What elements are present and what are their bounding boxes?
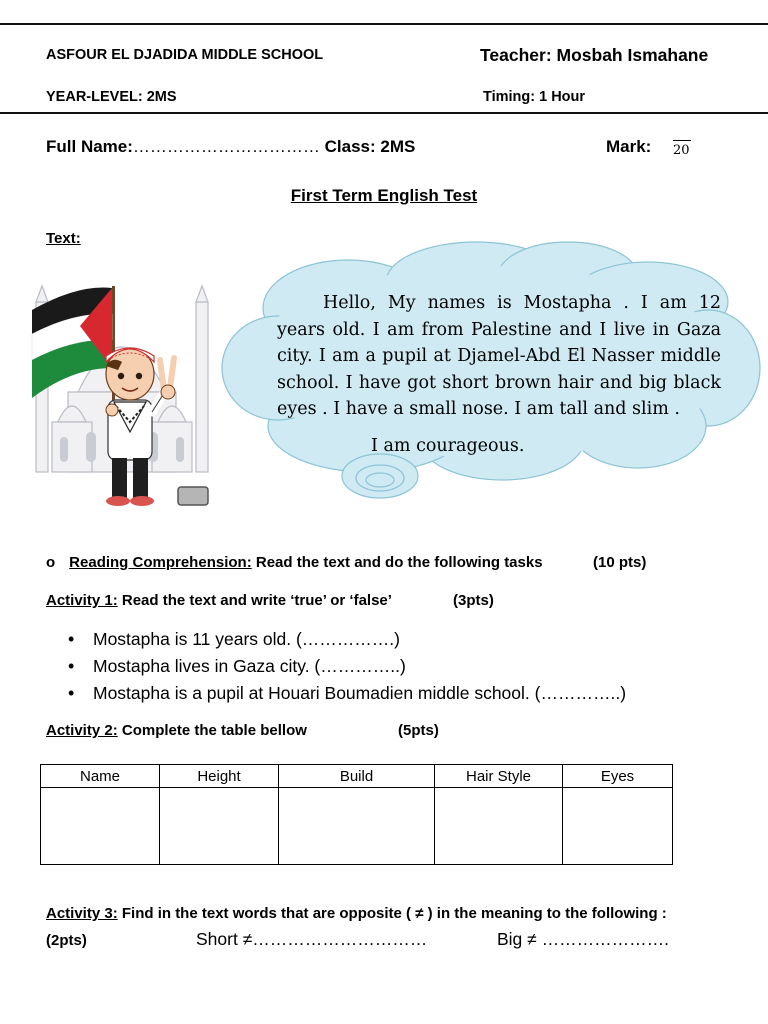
header-bottom-rule xyxy=(0,112,768,114)
col-height-header: Height xyxy=(160,765,279,788)
name-cell[interactable] xyxy=(41,788,160,865)
activity1-points: (3pts) xyxy=(453,592,494,609)
activity3-heading xyxy=(46,905,667,922)
class-label: Class: 2MS xyxy=(324,137,416,156)
table-row xyxy=(41,788,673,865)
short-opposite: Short ≠………………………… xyxy=(196,929,428,949)
activity1-instruction: Read the text and write ‘true’ or ‘false’ xyxy=(117,592,392,609)
hollow-bullet: o xyxy=(46,554,56,571)
hair-style-cell[interactable] xyxy=(435,788,563,865)
list-item: • Mostapha is 11 years old. (…………….) xyxy=(46,626,626,653)
col-eyes-header: Eyes xyxy=(563,765,673,788)
activity2-label: Activity 2: xyxy=(46,722,118,739)
reading-points: (10 pts) xyxy=(593,554,647,571)
cloud-paragraph: Hello, My names is Mostapha . I am 12 years old. I am from Palestine and I live in Gaza city. I am a pupil at Djamel-Abd El Nasser middle school. I have got short brown hair and big black eyes . I have a small nose. I am tall and slim . xyxy=(277,293,721,419)
height-cell[interactable] xyxy=(160,788,279,865)
list-item: • Mostapha is a pupil at Houari Boumadien middle school. (…………..) xyxy=(46,680,626,707)
boy-with-flag-illustration xyxy=(28,282,214,514)
activity2-heading xyxy=(46,722,307,739)
col-name-header: Name xyxy=(41,765,160,788)
cloud-last-line: I am courageous. xyxy=(371,436,525,456)
table-header-row xyxy=(41,765,673,788)
list-item: • Mostapha lives in Gaza city. (…………..) xyxy=(46,653,626,680)
full-name-label: Full Name: xyxy=(46,137,133,156)
activity3-points: (2pts) xyxy=(46,932,87,949)
school-name: ASFOUR EL DJADIDA MIDDLE SCHOOL xyxy=(46,47,324,63)
reading-instruction: Read the text and do the following tasks xyxy=(251,554,543,571)
col-build-header: Build xyxy=(279,765,435,788)
col-hair-style-header: Hair Style xyxy=(435,765,563,788)
fraction-bar xyxy=(673,140,691,141)
full-name-dots: …………………………… xyxy=(132,137,320,156)
teacher-name: Teacher: Mosbah Ismahane xyxy=(480,45,709,65)
reading-section-heading xyxy=(46,554,543,571)
student-line xyxy=(46,137,415,157)
activity1-label: Activity 1: xyxy=(46,592,118,609)
page-title: First Term English Test xyxy=(290,186,478,205)
activity2-instruction: Complete the table bellow xyxy=(117,722,307,739)
big-opposite: Big ≠ …………………. xyxy=(497,929,669,949)
activity2-points: (5pts) xyxy=(398,722,439,739)
text-label: Text: xyxy=(46,230,81,247)
description-table xyxy=(40,764,673,865)
reading-label: Reading Comprehension: xyxy=(69,554,252,571)
eyes-cell[interactable] xyxy=(563,788,673,865)
mark-label: Mark: xyxy=(606,137,652,156)
year-level: YEAR-LEVEL: 2MS xyxy=(46,89,177,105)
activity3-instruction: Find in the text words that are opposite ( ≠ ) in the meaning to the following : xyxy=(117,905,667,922)
mark-fraction xyxy=(673,140,691,158)
mark-total: 20 xyxy=(673,143,690,158)
activity3-label: Activity 3: xyxy=(46,905,118,922)
timing: Timing: 1 Hour xyxy=(483,89,586,105)
top-rule xyxy=(0,23,768,25)
activity1-heading xyxy=(46,592,392,609)
build-cell[interactable] xyxy=(279,788,435,865)
true-false-list xyxy=(46,626,626,707)
